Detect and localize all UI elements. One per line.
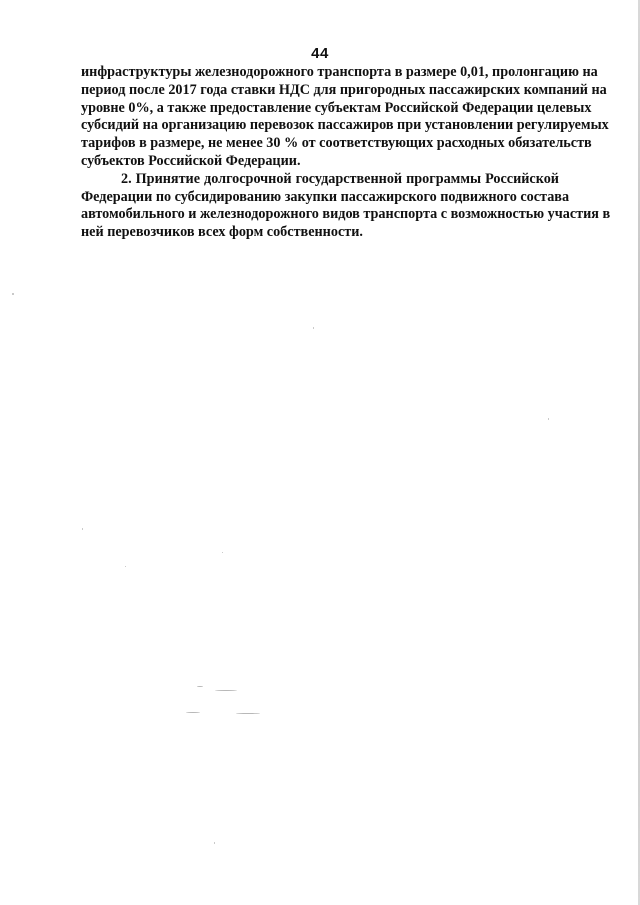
text-line: 2. Принятие долгосрочной государственной программы Российской	[121, 170, 559, 187]
scan-speck	[186, 712, 200, 713]
text-line: автомобильного и железнодорожного видов транспорта с возможностью участия в	[81, 206, 611, 223]
text-line: инфраструктуры железнодорожного транспорта в размере 0,01, пролонгацию на	[81, 64, 598, 80]
scan-speck	[236, 713, 260, 714]
text-line: уровне 0%, а также предоставление субъектам Российской Федерации целевых	[81, 99, 592, 116]
document-body	[81, 64, 611, 242]
scan-speck	[12, 293, 14, 295]
page-number: 44	[311, 45, 329, 62]
scan-speck	[125, 566, 126, 567]
paragraph-2	[81, 170, 611, 242]
text-line: субсидий на организацию перевозок пассажиров при установлении регулируемых	[81, 117, 609, 134]
scan-speck	[215, 690, 237, 691]
scan-speck	[548, 418, 549, 420]
scan-speck	[222, 552, 223, 553]
text-line: субъектов Российской Федерации.	[81, 152, 301, 169]
scan-speck	[313, 327, 314, 329]
text-line: тарифов в размере, не менее 30 % от соответствующих расходных обязательств	[81, 135, 592, 152]
scan-speck	[197, 686, 203, 687]
scan-speck	[214, 842, 215, 844]
paragraph-1	[81, 64, 609, 171]
text-line: период после 2017 года ставки НДС для пригородных пассажирских компаний на	[81, 81, 607, 98]
text-line: ней перевозчиков всех форм собственности.	[81, 224, 363, 241]
scan-speck	[82, 528, 83, 530]
text-line: Федерации по субсидированию закупки пассажирского подвижного состава	[81, 188, 570, 205]
